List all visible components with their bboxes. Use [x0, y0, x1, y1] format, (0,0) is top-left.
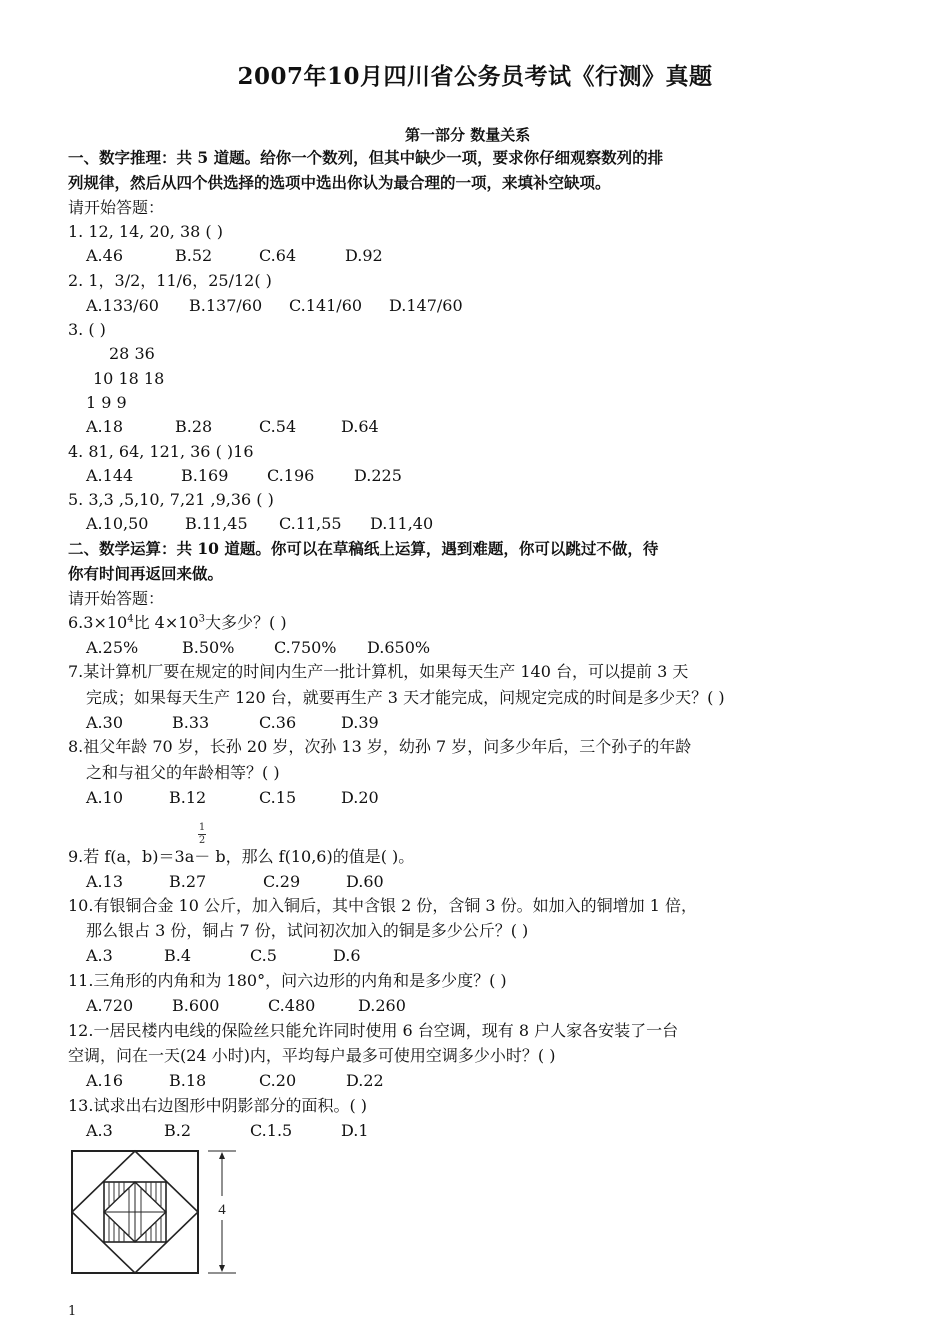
q8-option-d: D.20 [341, 788, 379, 807]
section2-heading-line1: 二、数学运算：共 10 道题。你可以在草稿纸上运算，遇到难题，你可以跳过不做，待 [68, 539, 659, 558]
q5-option-c: C.11,55 [279, 514, 342, 533]
q6-option-a: A.25% [86, 638, 139, 657]
q12-option-b: B.18 [169, 1071, 207, 1090]
section1-heading-line2: 列规律，然后从四个供选择的选项中选出你认为最合理的一项，来填补空缺项。 [68, 173, 611, 192]
q9-fraction-numerator: 1 [198, 822, 206, 833]
q9-option-a: A.13 [86, 872, 123, 891]
q2-stem: 2. 1，3/2，11/6，25/12( ) [68, 271, 272, 290]
q6-option-c: C.750% [274, 638, 337, 657]
q3-triangle-row2: 10 18 18 [93, 369, 165, 388]
q9-option-c: C.29 [263, 872, 301, 891]
q2-option-b: B.137/60 [189, 296, 263, 315]
q9-fraction [198, 822, 206, 847]
q6-stem [68, 613, 287, 633]
q1-option-a: A.46 [86, 246, 123, 265]
q7-line2: 完成；如果每天生产 120 台，就要再生产 3 天才能完成，问规定完成的时间是多少天？( ) [86, 688, 725, 707]
q12-option-d: D.22 [346, 1071, 384, 1090]
q2-option-a: A.133/60 [86, 296, 159, 315]
q13-option-a: A.3 [86, 1121, 113, 1140]
q12-line1: 12.一居民楼内电线的保险丝只能允许同时使用 6 台空调，现有 8 户人家各安装了一台 [68, 1021, 679, 1040]
page-number: 1 [68, 1304, 77, 1319]
q9-stem: 9.若 f(a，b)＝3a－ b，那么 f(10,6)的值是( )。 [68, 847, 415, 866]
q7-line1: 7.某计算机厂要在规定的时间内生产一批计算机，如果每天生产 140 台，可以提前 3 天 [68, 662, 689, 681]
q10-option-c: C.5 [250, 946, 277, 965]
q3-option-c: C.54 [259, 417, 297, 436]
q11-option-c: C.480 [268, 996, 316, 1015]
q1-option-d: D.92 [345, 246, 383, 265]
q4-option-c: C.196 [267, 466, 315, 485]
q11-option-a: A.720 [86, 996, 134, 1015]
q13-option-d: D.1 [341, 1121, 369, 1140]
q1-option-c: C.64 [259, 246, 297, 265]
q13-option-c: C.1.5 [250, 1121, 293, 1140]
q10-option-b: B.4 [164, 946, 192, 965]
q2-option-c: C.141/60 [289, 296, 363, 315]
q12-line2: 空调，问在一天(24 小时)内，平均每户最多可使用空调多少小时？( ) [68, 1046, 556, 1065]
section2-heading-line2: 你有时间再返回来做。 [68, 564, 224, 583]
q6-text-3: 大多少？( ) [205, 613, 287, 632]
q12-option-a: A.16 [86, 1071, 123, 1090]
q13-option-b: B.2 [164, 1121, 192, 1140]
q8-line2: 之和与祖父的年龄相等？( ) [86, 763, 280, 782]
dimension-arrow-down [219, 1265, 225, 1272]
q3-option-d: D.64 [341, 417, 379, 436]
q10-line2: 那么银占 3 份，铜占 7 份，试问初次加入的铜是多少公斤？( ) [86, 921, 529, 940]
q6-option-d: D.650% [367, 638, 431, 657]
section1-heading-line1: 一、数字推理：共 5 道题。给你一个数列，但其中缺少一项，要求你仔细观察数列的排 [68, 148, 664, 167]
q8-option-a: A.10 [86, 788, 123, 807]
q3-triangle-row3: 1 9 9 [86, 393, 127, 412]
q11-option-d: D.260 [358, 996, 406, 1015]
q5-option-d: D.11,40 [370, 514, 434, 533]
q12-option-c: C.20 [259, 1071, 297, 1090]
q10-option-a: A.3 [86, 946, 113, 965]
q4-option-b: B.169 [181, 466, 229, 485]
q8-option-c: C.15 [259, 788, 297, 807]
part-title: 第一部分 数量关系 [405, 126, 531, 144]
q6-option-b: B.50% [182, 638, 235, 657]
section2-start: 请开始答题： [68, 589, 165, 608]
q6-text-1: 6.3×10 [68, 613, 128, 632]
q9-option-d: D.60 [346, 872, 384, 891]
q3-triangle-row1: 28 36 [109, 344, 155, 363]
q8-option-b: B.12 [169, 788, 207, 807]
q6-text-2: 比 4×10 [133, 613, 199, 632]
dimension-arrow-up [219, 1152, 225, 1159]
q1-stem: 1. 12, 14, 20, 38 ( ) [68, 222, 223, 241]
q4-stem: 4. 81, 64, 121, 36 ( )16 [68, 442, 254, 461]
q9-option-b: B.27 [169, 872, 207, 891]
page-title: 2007年10月四川省公务员考试《行测》真题 [237, 63, 713, 90]
q10-line1: 10.有银铜合金 10 公斤，加入铜后，其中含银 2 份，含铜 3 份。如加入的铜增加 1 倍， [68, 896, 698, 915]
q5-stem: 5. 3,3 ,5,10, 7,21 ,9,36 ( ) [68, 490, 274, 509]
q7-option-d: D.39 [341, 713, 379, 732]
q7-option-b: B.33 [172, 713, 210, 732]
section1-start: 请开始答题： [68, 198, 165, 217]
q8-line1: 8.祖父年龄 70 岁，长孙 20 岁，次孙 13 岁，幼孙 7 岁，问多少年后，三个孙子的年龄 [68, 737, 692, 756]
q3-option-a: A.18 [86, 417, 123, 436]
q7-option-a: A.30 [86, 713, 123, 732]
q3-option-b: B.28 [175, 417, 213, 436]
q2-option-d: D.147/60 [389, 296, 463, 315]
q3-stem: 3. ( ) [68, 320, 106, 339]
q4-option-d: D.225 [354, 466, 402, 485]
q7-option-c: C.36 [259, 713, 297, 732]
q6-exponent-1: 4 [127, 613, 134, 625]
dimension-label: 4 [218, 1202, 226, 1218]
q11-stem: 11.三角形的内角和为 180°，问六边形的内角和是多少度？( ) [68, 971, 507, 990]
q13-geometry-figure [68, 1148, 240, 1278]
q13-stem: 13.试求出右边图形中阴影部分的面积。( ) [68, 1096, 368, 1115]
q5-option-b: B.11,45 [185, 514, 248, 533]
q11-option-b: B.600 [172, 996, 220, 1015]
q1-option-b: B.52 [175, 246, 213, 265]
q4-option-a: A.144 [86, 466, 134, 485]
q5-option-a: A.10,50 [86, 514, 149, 533]
q9-fraction-denominator: 2 [198, 835, 206, 846]
q6-exponent-2: 3 [198, 613, 206, 625]
q10-option-d: D.6 [333, 946, 361, 965]
